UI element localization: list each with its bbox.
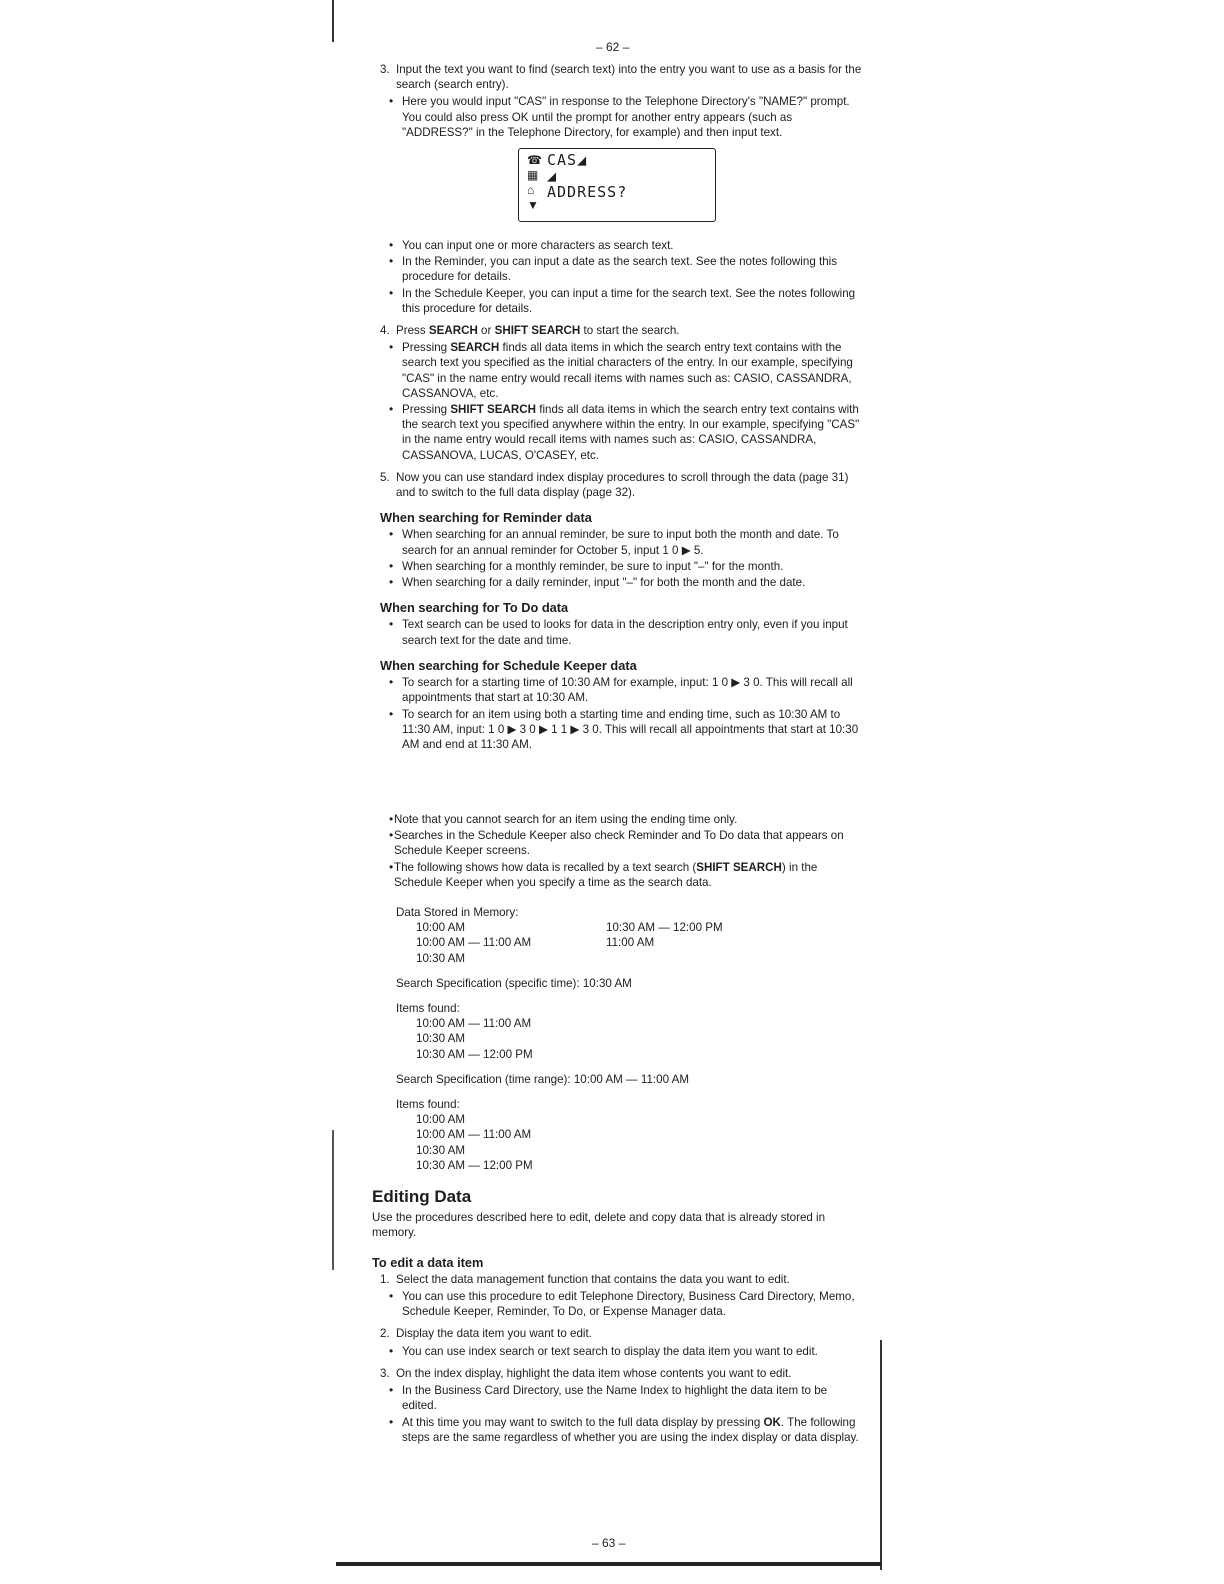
down-arrow-icon: ▼ [527, 198, 539, 213]
editing-intro: Use the procedures described here to edit, delete and copy data that is already stored in memory. [372, 1211, 826, 1240]
step-5: 5. Now you can use standard index display procedures to scroll through the data (page 31) and to switch to the full data display (page 32). [380, 470, 849, 500]
lcd-line-2 [547, 169, 557, 184]
scan-edge-line-left [332, 1130, 334, 1270]
bullet-item: • You can use this procedure to edit Telephone Directory, Business Card Directory, Memo, Schedule Keeper, Reminder, To Do, or Expense Manager data. [372, 1289, 862, 1319]
stored-column-1: 10:00 AM 10:00 AM — 11:00 AM 10:30 AM [416, 921, 532, 965]
step-number: 4. [380, 324, 390, 338]
found-label-1: Items found: [396, 1002, 460, 1016]
edit-step-2: 2. Display the data item you want to edit. [380, 1327, 592, 1341]
step-3 [372, 62, 862, 92]
page-number-top: – 62 – [596, 40, 630, 54]
bullet-item: • To search for a starting time of 10:30 AM for example, input: 1 0 ▶ 3 0. This will recall all appointments that start at 10:30 AM. [372, 675, 862, 705]
bullet-item: • In the Business Card Directory, use the Name Index to highlight the data item to be edited. [372, 1383, 862, 1413]
bullet-item: • Searches in the Schedule Keeper also check Reminder and To Do data that appears on Schedule Keeper screens. [372, 828, 862, 858]
found-list-2: 10:00 AM 10:00 AM — 11:00 AM 10:30 AM 10:30 AM — 12:00 PM [416, 1113, 533, 1172]
reminder-heading: When searching for Reminder data [380, 510, 592, 526]
lcd-screen-illustration [518, 148, 716, 222]
bullet-item: • When searching for an annual reminder, be sure to input both the month and date. To search for an annual reminder for October 5, input 1 0 ▶ 5. [372, 527, 862, 557]
home-icon: ⌂ [527, 183, 535, 198]
search-key-label: SEARCH [428, 324, 478, 338]
step-number: 3. [380, 63, 390, 76]
search-spec-2: Search Specification (time range): 10:00 AM — 11:00 AM [396, 1072, 689, 1086]
search-spec-1: Search Specification (specific time): 10:30 AM [396, 976, 632, 990]
step-3-bullet: • Here you would input "CAS" in response to the Telephone Directory's "NAME?" prompt. You could also press OK until the prompt for another entry appears (such as "ADDRESS?" in the Telephone Directory, for example) and then input text. [372, 94, 862, 140]
edit-step-1: 1. Select the data management function that contains the data you want to edit. [380, 1272, 790, 1286]
found-list-1: 10:00 AM — 11:00 AM 10:30 AM 10:30 AM — 12:00 PM [416, 1017, 533, 1061]
bullet-item: • You can use index search or text search to display the data item you want to edit. [372, 1344, 862, 1359]
step-4-bullet-1: • Pressing SEARCH finds all data items in which the search entry text contains with the search text you specified as the initial characters of the entry. In our example, specifying "CAS" in the name entry would recall items with names such as: CASIO, CASSANDRA, CASSANOVA, etc. [372, 340, 862, 401]
found-label-2: Items found: [396, 1098, 460, 1112]
bullet-item: • When searching for a daily reminder, input "–" for both the month and the date. [372, 575, 862, 590]
cursor-icon: ◢ [577, 151, 588, 170]
bullet-item: • You can input one or more characters as search text. [372, 238, 862, 253]
page-62-content [372, 62, 862, 753]
scan-edge-line-top [332, 0, 334, 42]
bullet-item: • To search for an item using both a starting time and ending time, such as 10:30 AM to 11:30 AM, input: 1 0 ▶ 3 0 ▶ 1 1 ▶ 3 0. This will recall all appointments that start at 10:30 AM and end at 11:30 AM. [372, 707, 862, 753]
bullet-item: • Note that you cannot search for an item using the ending time only. [372, 812, 862, 827]
todo-heading: When searching for To Do data [380, 600, 569, 616]
bullet-item: • Text search can be used to looks for data in the description entry only, even if you input search text for the date and time. [372, 617, 862, 647]
edit-step-3: 3. On the index display, highlight the data item whose contents you want to edit. [380, 1366, 792, 1380]
editing-data-title: Editing Data [372, 1187, 472, 1207]
lcd-indicator-icons [527, 153, 543, 213]
time-example-block [396, 905, 862, 1173]
bullet-item: • When searching for a monthly reminder, be sure to input "–" for the month. [372, 559, 862, 574]
step-4: 4. Press SEARCH or SHIFT SEARCH to start the search. [380, 324, 680, 338]
card-icon: ▦ [527, 168, 539, 183]
page-number-bottom: – 63 – [592, 1536, 626, 1550]
stored-label: Data Stored in Memory: [396, 906, 519, 920]
step-number: 5. [380, 470, 390, 484]
lcd-line-1: CAS◢ [547, 151, 588, 170]
cursor-icon: ◢ [547, 167, 558, 186]
stored-column-2: 10:30 AM — 12:00 PM 11:00 AM [606, 921, 723, 950]
bullet-item: • The following shows how data is recalled by a text search (SHIFT SEARCH) in the Schedule Keeper when you specify a time as the search data. [372, 860, 862, 890]
shift-search-key-label: SHIFT SEARCH [494, 324, 581, 338]
page-63-content [372, 812, 862, 1446]
bullet-item: • In the Reminder, you can input a date as the search text. See the notes following this procedure for details. [372, 254, 862, 284]
edit-item-heading: To edit a data item [372, 1254, 484, 1270]
bullet-item: • In the Schedule Keeper, you can input a time for the search text. See the notes following this procedure for details. [372, 286, 862, 316]
step-text: Input the text you want to find (search text) into the entry you want to use as a basis for the search (search entry). [396, 63, 862, 92]
scan-edge-line-bottom [336, 1562, 881, 1566]
bullet-item: • At this time you may want to switch to the full data display by pressing OK. The following steps are the same regardless of whether you are using the index display or data display. [372, 1415, 862, 1445]
phone-icon: ☎ [527, 153, 542, 168]
scan-edge-line-right [880, 1340, 882, 1570]
lcd-line-3: ADDRESS? [547, 183, 628, 202]
schedule-heading: When searching for Schedule Keeper data [380, 657, 637, 673]
step-4-bullet-2: • Pressing SHIFT SEARCH finds all data items in which the search entry text contains with the search text you specified anywhere within the entry. In our example, specifying "CAS" in the name entry would recall items with names such as: CASIO, CASSANDRA, CASSANOVA, LUCAS, O'CASEY, etc. [372, 402, 862, 463]
